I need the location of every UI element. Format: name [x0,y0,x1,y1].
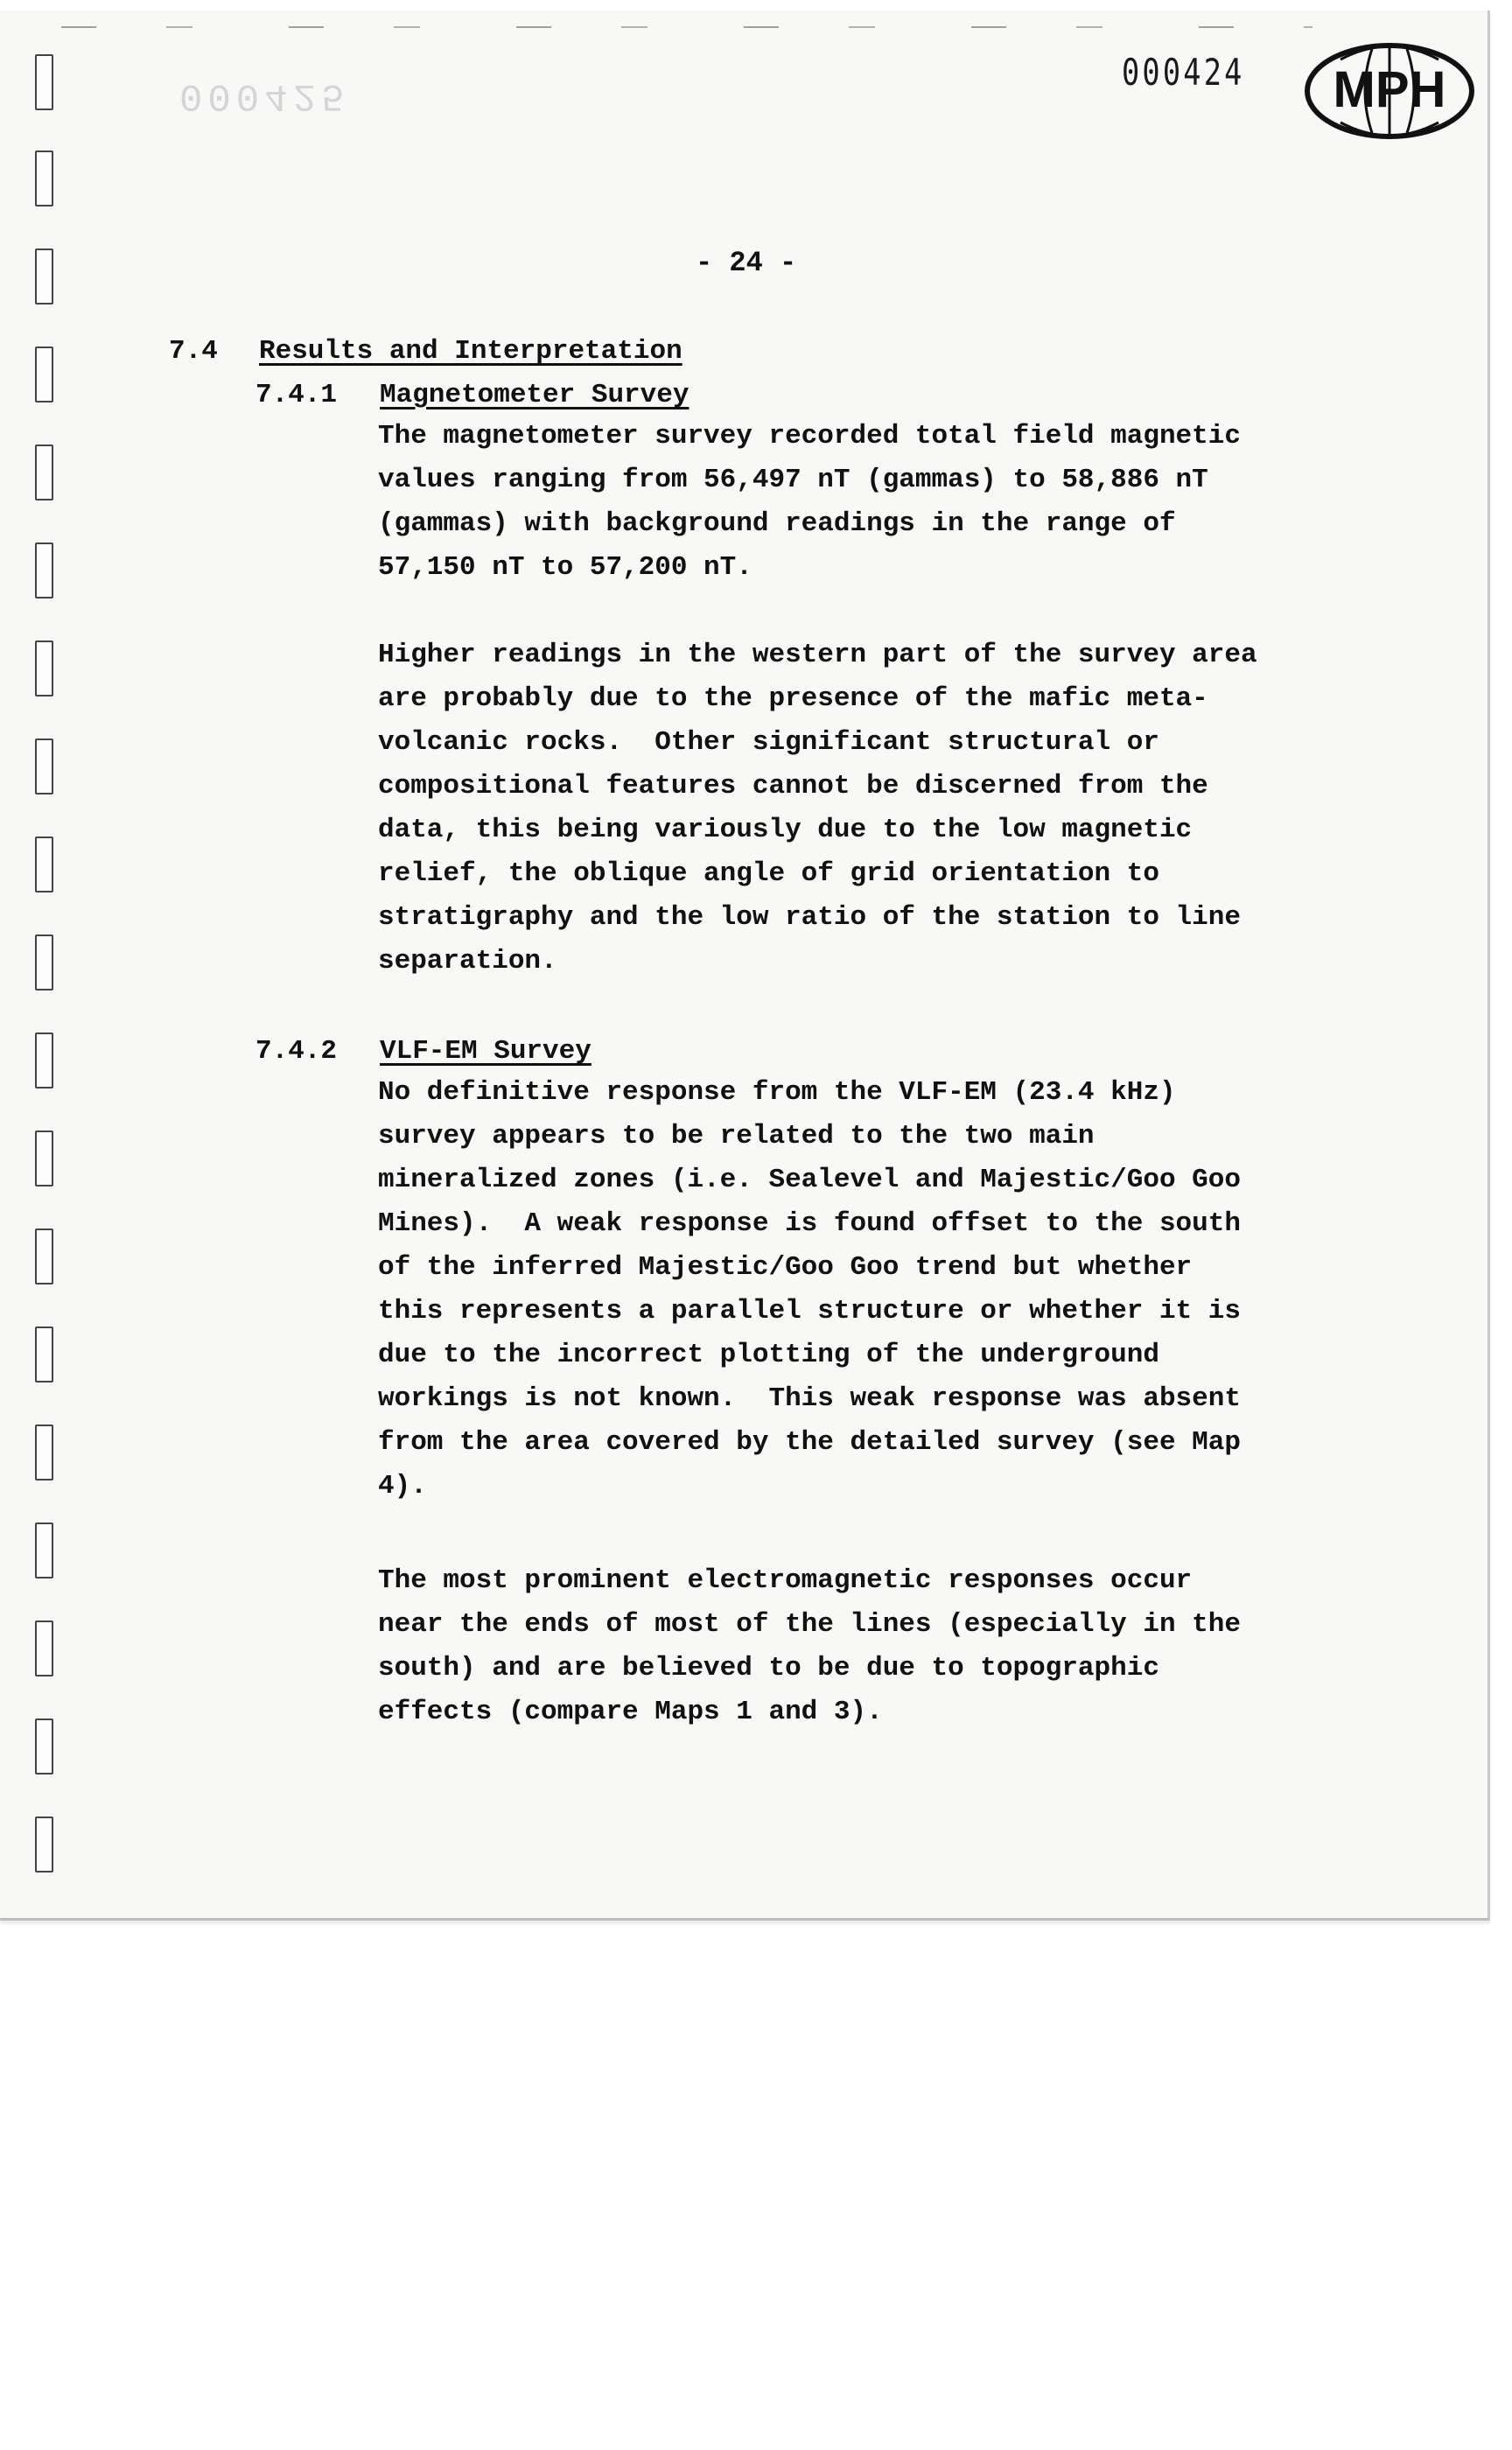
binder-hole [35,1326,53,1382]
bleed-through-number: 000425 [179,74,350,117]
text-line: separation. [378,946,557,976]
text-line: stratigraphy and the low ratio of the station to line [378,902,1241,933]
binder-hole [35,934,53,990]
text-line: No definitive response from the VLF-EM (23.4 kHz) [378,1077,1176,1108]
binder-hole [35,1620,53,1676]
file-number: 000424 [1122,51,1245,94]
paragraph [378,415,1241,590]
text-line: 4). [378,1471,427,1502]
text-line: relief, the oblique angle of grid orientation to [378,858,1159,889]
text-line: Mines). A weak response is found offset to the south [378,1208,1241,1239]
text-line: The most prominent electromagnetic responses occur [378,1565,1193,1596]
text-line: 57,150 nT to 57,200 nT. [378,552,752,583]
paragraph [378,634,1257,984]
text-line: from the area covered by the detailed survey (see Map [378,1427,1241,1458]
binder-hole [35,738,53,794]
binder-hole [35,1130,53,1186]
text-line: values ranging from 56,497 nT (gammas) to 58,886 nT [378,465,1208,495]
binder-hole [35,1228,53,1284]
binder-hole [35,836,53,892]
binder-hole [35,150,53,206]
binder-hole [35,54,53,110]
section-title: Results and Interpretation [259,336,682,367]
subsection-number: 7.4.2 [256,1036,338,1067]
page-number: - 24 - [696,247,797,279]
text-line: this represents a parallel structure or whether it is [378,1296,1241,1326]
binder-hole [35,542,53,598]
text-line: are probably due to the presence of the mafic meta- [378,683,1208,714]
binder-hole [35,1816,53,1872]
logo-text: MPH [1333,61,1446,118]
scan-edge-line [61,26,1312,28]
binder-hole [35,248,53,304]
binder-hole [35,640,53,696]
binder-hole [35,444,53,500]
text-line: south) and are believed to be due to topographic [378,1653,1159,1684]
paragraph [378,1071,1241,1508]
text-line: volcanic rocks. Other significant structural or [378,727,1159,758]
text-line: survey appears to be related to the two main [378,1121,1095,1152]
text-line: The magnetometer survey recorded total field magnetic [378,421,1241,452]
binder-hole [35,1424,53,1480]
text-line: compositional features cannot be discerned from the [378,771,1208,802]
text-line: of the inferred Majestic/Goo Goo trend but whether [378,1252,1193,1283]
subsection-title: Magnetometer Survey [380,380,690,410]
text-line: data, this being variously due to the low magnetic [378,815,1193,845]
text-line: due to the incorrect plotting of the underground [378,1340,1159,1370]
binder-hole [35,1032,53,1088]
mph-logo [1288,37,1477,145]
paragraph [378,1559,1241,1734]
binder-holes [35,54,52,1892]
text-line: mineralized zones (i.e. Sealevel and Majestic/Goo Goo [378,1165,1241,1195]
text-line: Higher readings in the western part of the survey area [378,640,1257,670]
binder-hole [35,1522,53,1578]
binder-hole [35,1718,53,1774]
subsection-title: VLF-EM Survey [380,1036,592,1067]
subsection-number: 7.4.1 [256,380,338,410]
text-line: effects (compare Maps 1 and 3). [378,1697,883,1727]
text-line: (gammas) with background readings in the range of [378,508,1176,539]
binder-hole [35,346,53,402]
text-line: workings is not known. This weak response was absent [378,1383,1241,1414]
scanned-page [0,10,1490,1921]
section-number: 7.4 [169,336,218,367]
text-line: near the ends of most of the lines (especially in the [378,1609,1241,1640]
